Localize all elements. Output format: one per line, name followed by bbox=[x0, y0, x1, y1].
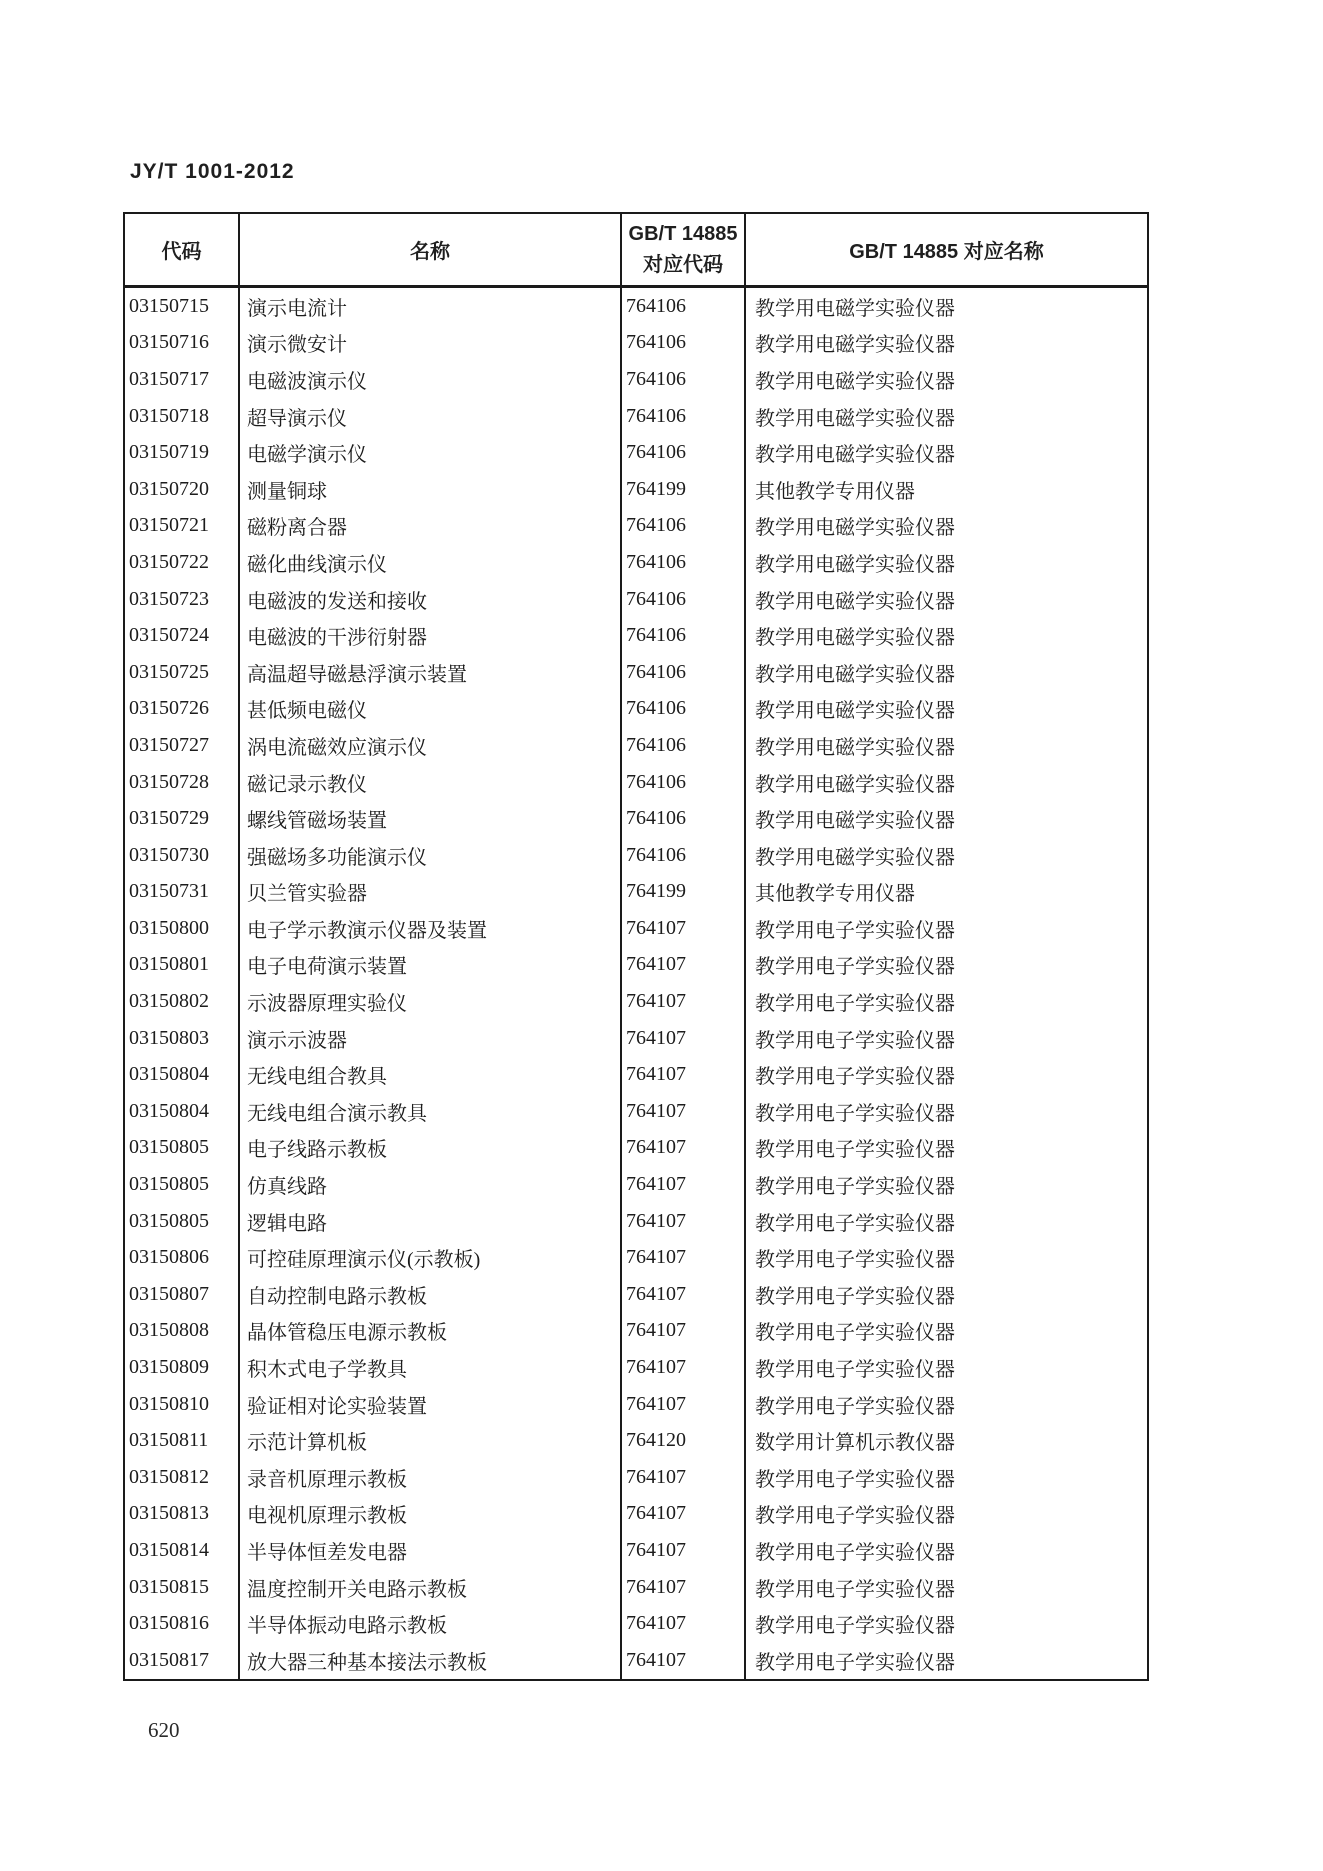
cell-name: 积木式电子学教具 bbox=[239, 1349, 621, 1386]
cell-name: 示范计算机板 bbox=[239, 1422, 621, 1459]
table-row bbox=[124, 1569, 1148, 1606]
cell-code: 03150726 bbox=[124, 691, 239, 728]
cell-code: 03150720 bbox=[124, 471, 239, 508]
cell-gb-name: 教学用电子学实验仪器 bbox=[745, 1166, 1148, 1203]
cell-name: 半导体振动电路示教板 bbox=[239, 1605, 621, 1642]
cell-gb-name: 教学用电磁学实验仪器 bbox=[745, 287, 1148, 325]
cell-name: 贝兰管实验器 bbox=[239, 874, 621, 911]
cell-gb-code: 764199 bbox=[621, 471, 745, 508]
header-row bbox=[124, 213, 1148, 287]
page-number: 620 bbox=[148, 1718, 180, 1742]
table-row bbox=[124, 1093, 1148, 1130]
cell-gb-name: 教学用电子学实验仪器 bbox=[745, 1569, 1148, 1606]
table-row bbox=[124, 1020, 1148, 1057]
cell-code: 03150725 bbox=[124, 654, 239, 691]
cell-code: 03150801 bbox=[124, 947, 239, 984]
table-row bbox=[124, 1532, 1148, 1569]
cell-gb-name: 数学用计算机示教仪器 bbox=[745, 1422, 1148, 1459]
cell-gb-name: 其他教学专用仪器 bbox=[745, 874, 1148, 911]
cell-gb-name: 教学用电磁学实验仪器 bbox=[745, 764, 1148, 801]
cell-name: 温度控制开关电路示教板 bbox=[239, 1569, 621, 1606]
cell-gb-code: 764106 bbox=[621, 287, 745, 325]
cell-name: 电磁学演示仪 bbox=[239, 434, 621, 471]
table-row bbox=[124, 727, 1148, 764]
table-row bbox=[124, 1642, 1148, 1680]
table-row bbox=[124, 398, 1148, 435]
cell-name: 验证相对论实验装置 bbox=[239, 1386, 621, 1423]
cell-gb-code: 764107 bbox=[621, 1166, 745, 1203]
cell-gb-name: 教学用电子学实验仪器 bbox=[745, 1203, 1148, 1240]
cell-name: 磁化曲线演示仪 bbox=[239, 544, 621, 581]
cell-gb-name: 教学用电磁学实验仪器 bbox=[745, 508, 1148, 545]
cell-gb-code: 764107 bbox=[621, 1642, 745, 1680]
cell-name: 演示微安计 bbox=[239, 325, 621, 362]
cell-code: 03150719 bbox=[124, 434, 239, 471]
cell-code: 03150802 bbox=[124, 983, 239, 1020]
cell-gb-code: 764106 bbox=[621, 325, 745, 362]
cell-code: 03150731 bbox=[124, 874, 239, 911]
table-row bbox=[124, 1056, 1148, 1093]
cell-name: 电视机原理示教板 bbox=[239, 1496, 621, 1533]
table-row bbox=[124, 287, 1148, 325]
cell-gb-code: 764106 bbox=[621, 691, 745, 728]
cell-name: 示波器原理实验仪 bbox=[239, 983, 621, 1020]
cell-code: 03150804 bbox=[124, 1093, 239, 1130]
cell-gb-name: 教学用电磁学实验仪器 bbox=[745, 398, 1148, 435]
table-row bbox=[124, 361, 1148, 398]
table-row bbox=[124, 764, 1148, 801]
cell-gb-name: 教学用电子学实验仪器 bbox=[745, 1093, 1148, 1130]
table-row bbox=[124, 1130, 1148, 1167]
cell-gb-name: 教学用电子学实验仪器 bbox=[745, 1496, 1148, 1533]
table-row bbox=[124, 691, 1148, 728]
cell-gb-name: 教学用电子学实验仪器 bbox=[745, 910, 1148, 947]
cell-gb-name: 教学用电子学实验仪器 bbox=[745, 1276, 1148, 1313]
cell-gb-code: 764106 bbox=[621, 764, 745, 801]
cell-name: 无线电组合教具 bbox=[239, 1056, 621, 1093]
table-row bbox=[124, 508, 1148, 545]
cell-name: 放大器三种基本接法示教板 bbox=[239, 1642, 621, 1680]
table-row bbox=[124, 544, 1148, 581]
cell-name: 高温超导磁悬浮演示装置 bbox=[239, 654, 621, 691]
cell-name: 电子学示教演示仪器及装置 bbox=[239, 910, 621, 947]
column-header-gb-code bbox=[621, 213, 745, 287]
cell-code: 03150816 bbox=[124, 1605, 239, 1642]
cell-name: 磁粉离合器 bbox=[239, 508, 621, 545]
cell-gb-code: 764107 bbox=[621, 1459, 745, 1496]
cell-gb-name: 教学用电子学实验仪器 bbox=[745, 947, 1148, 984]
code-mapping-table bbox=[123, 212, 1149, 1681]
cell-code: 03150717 bbox=[124, 361, 239, 398]
cell-gb-name: 教学用电磁学实验仪器 bbox=[745, 654, 1148, 691]
cell-name: 强磁场多功能演示仪 bbox=[239, 837, 621, 874]
table-row bbox=[124, 654, 1148, 691]
cell-code: 03150808 bbox=[124, 1313, 239, 1350]
cell-gb-name: 教学用电子学实验仪器 bbox=[745, 1349, 1148, 1386]
table-row bbox=[124, 910, 1148, 947]
cell-gb-code: 764107 bbox=[621, 1313, 745, 1350]
cell-code: 03150809 bbox=[124, 1349, 239, 1386]
cell-gb-code: 764107 bbox=[621, 910, 745, 947]
cell-gb-name: 教学用电磁学实验仪器 bbox=[745, 434, 1148, 471]
table-row bbox=[124, 1239, 1148, 1276]
cell-gb-code: 764107 bbox=[621, 1130, 745, 1167]
table-row bbox=[124, 1386, 1148, 1423]
table-row bbox=[124, 947, 1148, 984]
cell-gb-code: 764107 bbox=[621, 1056, 745, 1093]
doc-number: JY/T 1001-2012 bbox=[130, 160, 295, 183]
cell-gb-code: 764106 bbox=[621, 398, 745, 435]
cell-gb-code: 764106 bbox=[621, 544, 745, 581]
cell-code: 03150722 bbox=[124, 544, 239, 581]
cell-code: 03150813 bbox=[124, 1496, 239, 1533]
cell-gb-code: 764106 bbox=[621, 434, 745, 471]
cell-gb-code: 764107 bbox=[621, 1276, 745, 1313]
cell-code: 03150727 bbox=[124, 727, 239, 764]
cell-code: 03150718 bbox=[124, 398, 239, 435]
column-header-gb-code-line2: 对应代码 bbox=[643, 253, 723, 276]
cell-name: 录音机原理示教板 bbox=[239, 1459, 621, 1496]
cell-code: 03150715 bbox=[124, 287, 239, 325]
cell-gb-code: 764107 bbox=[621, 1605, 745, 1642]
cell-gb-code: 764107 bbox=[621, 1020, 745, 1057]
cell-code: 03150806 bbox=[124, 1239, 239, 1276]
cell-gb-code: 764107 bbox=[621, 1093, 745, 1130]
column-header-code: 代码 bbox=[124, 213, 239, 287]
cell-gb-name: 教学用电子学实验仪器 bbox=[745, 1313, 1148, 1350]
cell-name: 演示示波器 bbox=[239, 1020, 621, 1057]
cell-gb-code: 764107 bbox=[621, 983, 745, 1020]
cell-name: 无线电组合演示教具 bbox=[239, 1093, 621, 1130]
cell-gb-code: 764106 bbox=[621, 800, 745, 837]
cell-gb-code: 764106 bbox=[621, 654, 745, 691]
cell-gb-name: 教学用电磁学实验仪器 bbox=[745, 691, 1148, 728]
cell-name: 电磁波的发送和接收 bbox=[239, 581, 621, 618]
cell-name: 磁记录示教仪 bbox=[239, 764, 621, 801]
cell-code: 03150724 bbox=[124, 617, 239, 654]
cell-code: 03150721 bbox=[124, 508, 239, 545]
table-row bbox=[124, 617, 1148, 654]
column-header-gb-code-line1: GB/T 14885 bbox=[628, 222, 738, 245]
cell-name: 自动控制电路示教板 bbox=[239, 1276, 621, 1313]
table-row bbox=[124, 1349, 1148, 1386]
cell-gb-code: 764107 bbox=[621, 1569, 745, 1606]
cell-gb-name: 教学用电子学实验仪器 bbox=[745, 1642, 1148, 1680]
cell-gb-name: 其他教学专用仪器 bbox=[745, 471, 1148, 508]
cell-code: 03150810 bbox=[124, 1386, 239, 1423]
cell-gb-name: 教学用电子学实验仪器 bbox=[745, 1459, 1148, 1496]
column-header-name: 名称 bbox=[239, 213, 621, 287]
cell-gb-code: 764107 bbox=[621, 947, 745, 984]
cell-gb-code: 764106 bbox=[621, 617, 745, 654]
table-row bbox=[124, 1313, 1148, 1350]
table-row bbox=[124, 1166, 1148, 1203]
cell-code: 03150805 bbox=[124, 1203, 239, 1240]
cell-name: 仿真线路 bbox=[239, 1166, 621, 1203]
cell-gb-name: 教学用电子学实验仪器 bbox=[745, 1532, 1148, 1569]
cell-gb-name: 教学用电子学实验仪器 bbox=[745, 1056, 1148, 1093]
cell-name: 电子线路示教板 bbox=[239, 1130, 621, 1167]
cell-gb-name: 教学用电磁学实验仪器 bbox=[745, 544, 1148, 581]
cell-name: 半导体恒差发电器 bbox=[239, 1532, 621, 1569]
table-row bbox=[124, 1203, 1148, 1240]
cell-code: 03150730 bbox=[124, 837, 239, 874]
table-row bbox=[124, 800, 1148, 837]
cell-name: 涡电流磁效应演示仪 bbox=[239, 727, 621, 764]
cell-code: 03150803 bbox=[124, 1020, 239, 1057]
cell-code: 03150812 bbox=[124, 1459, 239, 1496]
cell-code: 03150815 bbox=[124, 1569, 239, 1606]
table-row bbox=[124, 983, 1148, 1020]
cell-gb-name: 教学用电子学实验仪器 bbox=[745, 983, 1148, 1020]
cell-gb-name: 教学用电子学实验仪器 bbox=[745, 1239, 1148, 1276]
cell-code: 03150811 bbox=[124, 1422, 239, 1459]
cell-name: 电子电荷演示装置 bbox=[239, 947, 621, 984]
cell-gb-code: 764107 bbox=[621, 1532, 745, 1569]
cell-code: 03150805 bbox=[124, 1130, 239, 1167]
cell-name: 甚低频电磁仪 bbox=[239, 691, 621, 728]
cell-gb-code: 764107 bbox=[621, 1386, 745, 1423]
cell-name: 测量铜球 bbox=[239, 471, 621, 508]
cell-code: 03150729 bbox=[124, 800, 239, 837]
table-row bbox=[124, 325, 1148, 362]
cell-name: 晶体管稳压电源示教板 bbox=[239, 1313, 621, 1350]
cell-code: 03150805 bbox=[124, 1166, 239, 1203]
table-row bbox=[124, 434, 1148, 471]
table-row bbox=[124, 1422, 1148, 1459]
cell-code: 03150807 bbox=[124, 1276, 239, 1313]
cell-gb-name: 教学用电磁学实验仪器 bbox=[745, 727, 1148, 764]
cell-gb-name: 教学用电子学实验仪器 bbox=[745, 1605, 1148, 1642]
cell-gb-code: 764106 bbox=[621, 837, 745, 874]
table-row bbox=[124, 1459, 1148, 1496]
cell-gb-code: 764106 bbox=[621, 361, 745, 398]
cell-name: 电磁波演示仪 bbox=[239, 361, 621, 398]
cell-gb-code: 764106 bbox=[621, 727, 745, 764]
table-row bbox=[124, 874, 1148, 911]
cell-name: 超导演示仪 bbox=[239, 398, 621, 435]
cell-name: 可控硅原理演示仪(示教板) bbox=[239, 1239, 621, 1276]
cell-code: 03150716 bbox=[124, 325, 239, 362]
table-body bbox=[124, 287, 1148, 1680]
table-row bbox=[124, 1276, 1148, 1313]
cell-gb-code: 764120 bbox=[621, 1422, 745, 1459]
table-header bbox=[124, 213, 1148, 287]
column-header-gb-name: GB/T 14885 对应名称 bbox=[745, 213, 1148, 287]
cell-gb-code: 764107 bbox=[621, 1203, 745, 1240]
cell-gb-name: 教学用电磁学实验仪器 bbox=[745, 325, 1148, 362]
cell-name: 逻辑电路 bbox=[239, 1203, 621, 1240]
cell-gb-code: 764106 bbox=[621, 581, 745, 618]
table-row bbox=[124, 581, 1148, 618]
cell-gb-name: 教学用电磁学实验仪器 bbox=[745, 617, 1148, 654]
cell-gb-name: 教学用电子学实验仪器 bbox=[745, 1020, 1148, 1057]
cell-name: 电磁波的干涉衍射器 bbox=[239, 617, 621, 654]
cell-gb-code: 764107 bbox=[621, 1349, 745, 1386]
cell-gb-name: 教学用电磁学实验仪器 bbox=[745, 837, 1148, 874]
cell-gb-name: 教学用电磁学实验仪器 bbox=[745, 800, 1148, 837]
cell-name: 演示电流计 bbox=[239, 287, 621, 325]
cell-gb-code: 764107 bbox=[621, 1496, 745, 1533]
cell-gb-code: 764107 bbox=[621, 1239, 745, 1276]
cell-gb-name: 教学用电磁学实验仪器 bbox=[745, 581, 1148, 618]
cell-gb-name: 教学用电子学实验仪器 bbox=[745, 1130, 1148, 1167]
table-row bbox=[124, 471, 1148, 508]
table-row bbox=[124, 1496, 1148, 1533]
cell-gb-code: 764106 bbox=[621, 508, 745, 545]
cell-code: 03150800 bbox=[124, 910, 239, 947]
cell-code: 03150817 bbox=[124, 1642, 239, 1680]
table-row bbox=[124, 837, 1148, 874]
cell-code: 03150723 bbox=[124, 581, 239, 618]
cell-code: 03150804 bbox=[124, 1056, 239, 1093]
cell-name: 螺线管磁场装置 bbox=[239, 800, 621, 837]
cell-gb-name: 教学用电子学实验仪器 bbox=[745, 1386, 1148, 1423]
cell-gb-code: 764199 bbox=[621, 874, 745, 911]
cell-gb-name: 教学用电磁学实验仪器 bbox=[745, 361, 1148, 398]
cell-code: 03150728 bbox=[124, 764, 239, 801]
table-row bbox=[124, 1605, 1148, 1642]
cell-code: 03150814 bbox=[124, 1532, 239, 1569]
